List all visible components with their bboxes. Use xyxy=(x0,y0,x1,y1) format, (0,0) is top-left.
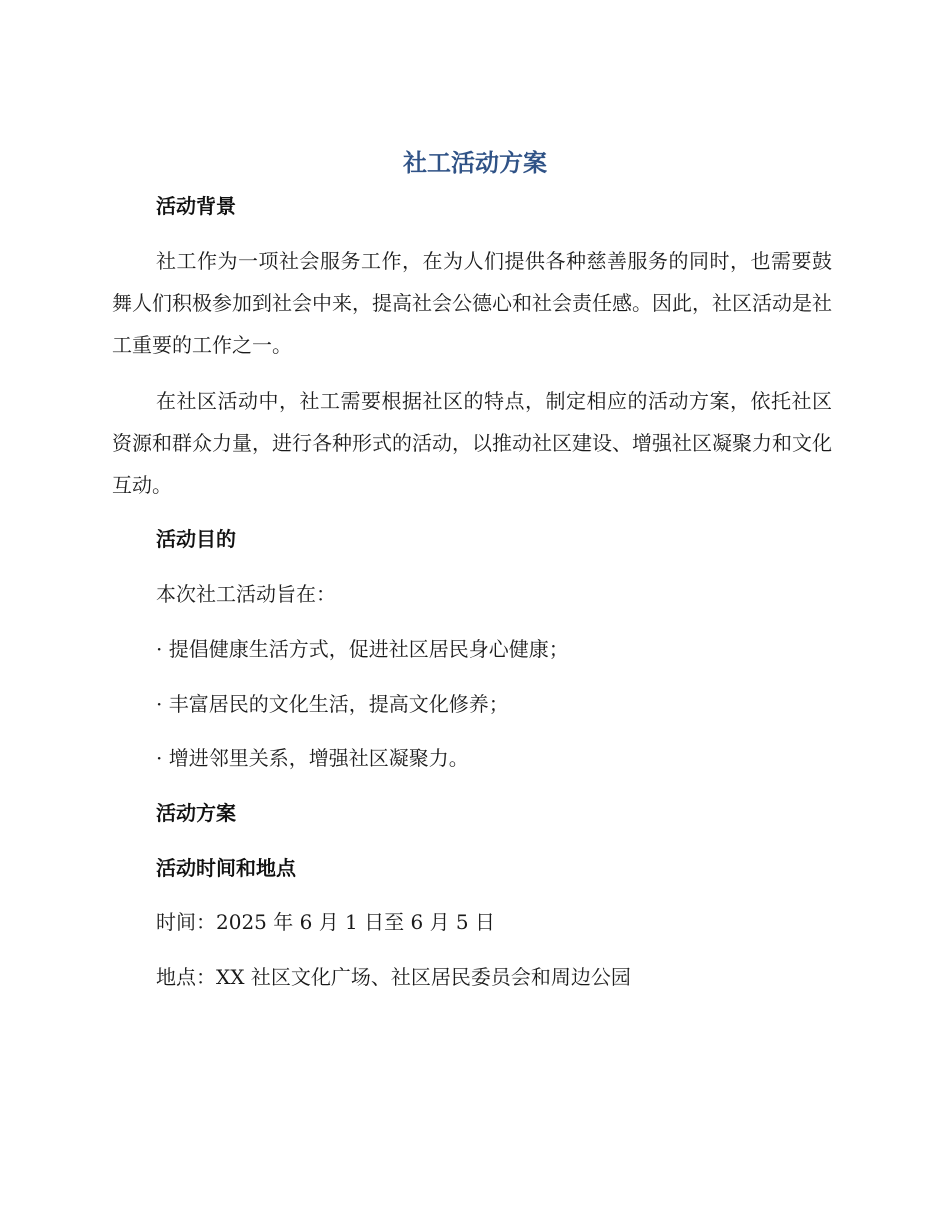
section-heading-purpose: 活动目的 xyxy=(156,527,236,551)
purpose-bullet-2: · 丰富居民的文化生活，提高文化修养； xyxy=(156,692,509,716)
background-paragraph-2: 在社区活动中，社工需要根据社区的特点，制定相应的活动方案，依托社区资源和群众力量，进行各种形式的活动，以推动社区建设、增强社区凝聚力和文化互动。 xyxy=(112,389,832,497)
plan-time: 时间：2025 年 6 月 1 日至 6 月 5 日 xyxy=(156,910,496,934)
subheading-time-location: 活动时间和地点 xyxy=(156,856,296,880)
purpose-bullet-1: · 提倡健康生活方式，促进社区居民身心健康； xyxy=(156,637,569,661)
purpose-intro: 本次社工活动旨在： xyxy=(156,582,336,606)
section-heading-background: 活动背景 xyxy=(156,194,236,218)
plan-location: 地点：XX 社区文化广场、社区居民委员会和周边公园 xyxy=(156,965,631,989)
document-title: 社工活动方案 xyxy=(403,149,547,177)
background-paragraph-1: 社工作为一项社会服务工作，在为人们提供各种慈善服务的同时，也需要鼓舞人们积极参加到社会中来，提高社会公德心和社会责任感。因此，社区活动是社工重要的工作之一。 xyxy=(112,249,832,357)
purpose-bullet-3: · 增进邻里关系，增强社区凝聚力。 xyxy=(156,746,469,770)
section-heading-plan: 活动方案 xyxy=(156,801,236,825)
